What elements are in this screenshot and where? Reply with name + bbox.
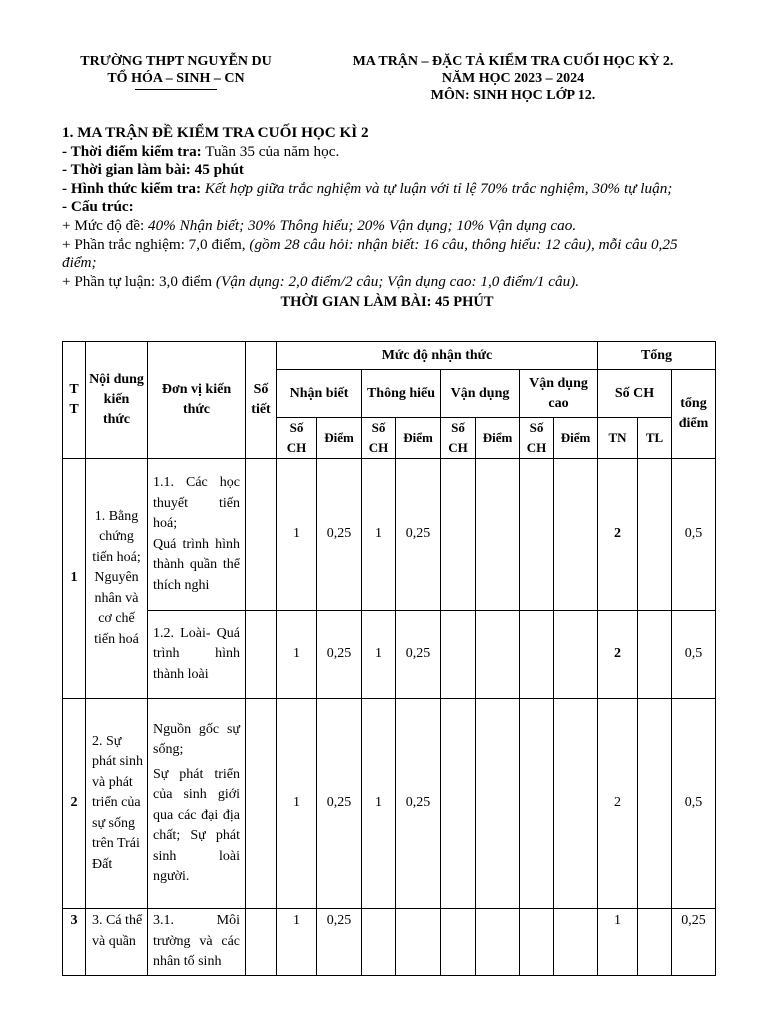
header-vd-soch: Số CH (441, 418, 476, 459)
essay-line: + Phần tự luận: 3,0 điểm (Vận dụng: 2,0 điểm/2 câu; Vận dụng cao: 1,0 điểm/1 câu). (62, 272, 580, 290)
row-tl (638, 699, 672, 909)
department-name: TỔ HÓA – SINH – CN (107, 71, 245, 86)
row-nb-diem: 0,25 (317, 699, 362, 909)
row-th-diem: 0,25 (396, 699, 441, 909)
subject: MÔN: SINH HỌC LỚP 12. (430, 88, 596, 103)
exam-header (330, 53, 696, 104)
level-line: + Mức độ đề: 40% Nhận biết; 30% Thông hiểu; 20% Vận dụng; 10% Vận dụng cao. (62, 216, 577, 234)
row-content: 2. Sự phát sinh và phát triển của sự sống trên Trái Đất (86, 699, 148, 909)
header-vdc-soch: Số CH (520, 418, 554, 459)
row-nb-soch: 1 (277, 459, 317, 611)
row-unit: Nguồn gốc sự sống; Sự phát triển của sinh giới qua các đại địa chất; Sự phát sinh loài người. (148, 699, 246, 909)
row-periods (246, 699, 277, 909)
row-th-soch: 1 (362, 699, 396, 909)
header-total: Tổng (598, 342, 716, 370)
header-th: Thông hiểu (362, 370, 441, 418)
table-row (63, 909, 716, 976)
row-tt: 2 (63, 699, 86, 909)
school-name: TRƯỜNG THPT NGUYỄN DU (80, 54, 272, 69)
row-tn: 2 (598, 699, 638, 909)
row-nb-soch: 1 (277, 611, 317, 699)
row-content: 1. Bằng chứng tiến hoá; Nguyên nhân và cơ chế tiến hoá (86, 459, 148, 699)
row-tl (638, 611, 672, 699)
header-vd: Vận dụng (441, 370, 520, 418)
row-nb-soch: 1 (277, 699, 317, 909)
row-periods (246, 459, 277, 611)
table-row (63, 699, 716, 909)
duration-line: - Thời gian làm bài: 45 phút (62, 161, 244, 179)
row-th-diem: 0,25 (396, 611, 441, 699)
row-unit: 3.1. Môi trường và các nhân tố sinh (148, 909, 246, 976)
row-nb-diem: 0,25 (317, 611, 362, 699)
header-vdc-diem: Điểm (554, 418, 598, 459)
row-nb-diem: 0,25 (317, 909, 362, 976)
header-vd-diem: Điểm (476, 418, 520, 459)
header-nb-diem: Điểm (317, 418, 362, 459)
header-tn: TN (598, 418, 638, 459)
row-periods (246, 909, 277, 976)
row-tt: 3 (63, 909, 86, 976)
header-divider (135, 89, 217, 90)
row-tn: 1 (598, 909, 638, 976)
header-tl: TL (638, 418, 672, 459)
row-periods (246, 611, 277, 699)
row-total: 0,5 (672, 459, 716, 611)
row-th-diem: 0,25 (396, 459, 441, 611)
row-tl (638, 909, 672, 976)
structure-label: - Cấu trúc: (62, 198, 134, 216)
format-line: - Hình thức kiểm tra: Kết hợp giữa trắc nghiệm và tự luận với tỉ lệ 70% trắc nghiệm, 30% tự luận; (62, 179, 673, 197)
row-tn: 2 (598, 459, 638, 611)
row-total: 0,5 (672, 611, 716, 699)
header-nb: Nhận biết (277, 370, 362, 418)
header-th-soch: Số CH (362, 418, 396, 459)
exam-title: MA TRẬN – ĐẶC TẢ KIỂM TRA CUỐI HỌC KỲ 2. (352, 54, 674, 69)
row-total: 0,25 (672, 909, 716, 976)
row-total: 0,5 (672, 699, 716, 909)
section-title: 1. MA TRẬN ĐỀ KIỂM TRA CUỐI HỌC KÌ 2 (62, 124, 369, 141)
row-content: 3. Cá thể và quần (86, 909, 148, 976)
table-row (63, 459, 716, 611)
table-title: THỜI GIAN LÀM BÀI: 45 PHÚT (280, 294, 494, 311)
row-nb-soch: 1 (277, 909, 317, 976)
header-content: Nội dung kiến thức (86, 342, 148, 459)
row-tt: 1 (63, 459, 86, 699)
header-periods: Số tiết (246, 342, 277, 459)
header-nb-soch: Số CH (277, 418, 317, 459)
header-tt: T T (63, 342, 86, 459)
school-header (62, 53, 290, 90)
row-th-soch: 1 (362, 611, 396, 699)
header-total-points: tổng điểm (672, 370, 716, 459)
row-tl (638, 459, 672, 611)
mc-line: + Phần trắc nghiệm: 7,0 điểm, (gồm 28 câu hỏi: nhận biết: 16 câu, thông hiểu: 12 câu), mỗi câu 0,25 điểm; (62, 235, 678, 272)
school-year: NĂM HỌC 2023 – 2024 (441, 71, 585, 86)
exam-time-line: - Thời điểm kiểm tra: Tuần 35 của năm học. (62, 142, 340, 160)
header-unit: Đơn vị kiến thức (148, 342, 246, 459)
matrix-table (62, 341, 716, 976)
table-row (63, 611, 716, 699)
header-th-diem: Điểm (396, 418, 441, 459)
row-th-soch: 1 (362, 459, 396, 611)
header-soch-group: Số CH (598, 370, 672, 418)
row-nb-diem: 0,25 (317, 459, 362, 611)
header-levels: Mức độ nhận thức (277, 342, 598, 370)
row-unit: 1.1. Các học thuyết tiến hoá; Quá trình hình thành quần thể thích nghi (148, 459, 246, 611)
header-vdc: Vận dụng cao (520, 370, 598, 418)
row-unit: 1.2. Loài- Quá trình hình thành loài (148, 611, 246, 699)
row-tn: 2 (598, 611, 638, 699)
intro-section (62, 124, 712, 312)
